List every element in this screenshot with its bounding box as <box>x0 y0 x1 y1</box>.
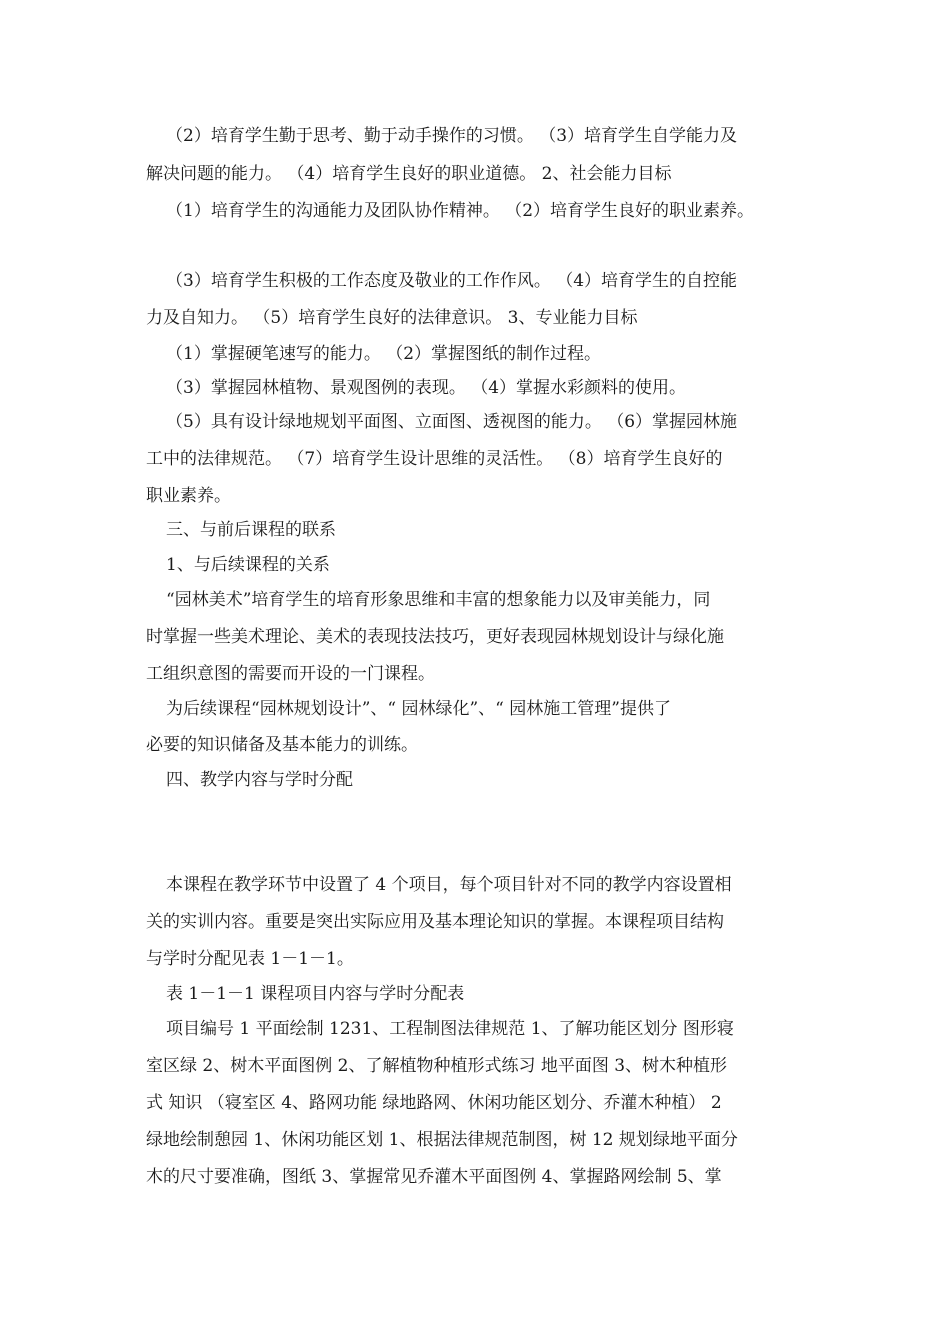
text-line: 工组织意图的需要而开设的一门课程。 <box>146 664 435 684</box>
text-line: （3）培育学生积极的工作态度及敬业的工作作风。 （4）培育学生的自控能 <box>166 271 738 291</box>
text-line: 室区绿 2、树木平面图例 2、了解植物种植形式练习 地平面图 3、树木种植形 <box>146 1056 728 1076</box>
text-line: 解决问题的能力。 （4）培育学生良好的职业道德。 2、社会能力目标 <box>146 164 672 184</box>
text-line: 项目编号 1 平面绘制 1231、工程制图法律规范 1、了解功能区划分 图形寝 <box>166 1019 734 1039</box>
text-line: 必要的知识储备及基本能力的训练。 <box>146 735 418 755</box>
text-line: （1）掌握硬笔速写的能力。 （2）掌握图纸的制作过程。 <box>166 344 602 364</box>
text-line: （3）掌握园林植物、景观图例的表现。 （4）掌握水彩颜料的使用。 <box>166 378 687 398</box>
text-line: 式 知识 （寝室区 4、路网功能 绿地路网、休闲功能区划分、乔灌木种植） 2 <box>146 1093 722 1113</box>
text-line: 绿地绘制憩园 1、休闲功能区划 1、根据法律规范制图，树 12 规划绿地平面分 <box>146 1130 738 1150</box>
text-line: （1）培育学生的沟通能力及团队协作精神。 （2）培育学生良好的职业素养。 <box>166 201 755 221</box>
text-line: 时掌握一些美术理论、美术的表现技法技巧，更好表现园林规划设计与绿化施 <box>146 627 724 647</box>
text-line: （2）培育学生勤于思考、勤于动手操作的习惯。 （3）培育学生自学能力及 <box>166 126 738 146</box>
subsection-heading: 1、与后续课程的关系 <box>166 555 330 575</box>
text-line: 木的尺寸要准确，图纸 3、掌握常见乔灌木平面图例 4、掌握路网绘制 5、掌 <box>146 1167 722 1187</box>
text-line: 本课程在教学环节中设置了 4 个项目，每个项目针对不同的教学内容设置相 <box>166 875 732 895</box>
text-line: 工中的法律规范。 （7）培育学生设计思维的灵活性。 （8）培育学生良好的 <box>146 449 723 469</box>
table-caption: 表 1－1－1 课程项目内容与学时分配表 <box>166 984 465 1004</box>
text-line: 关的实训内容。重要是突出实际应用及基本理论知识的掌握。本课程项目结构 <box>146 912 724 932</box>
section-heading: 四、教学内容与学时分配 <box>166 770 353 790</box>
section-heading: 三、与前后课程的联系 <box>166 520 336 540</box>
text-line: 力及自知力。 （5）培育学生良好的法律意识。 3、专业能力目标 <box>146 308 638 328</box>
text-line: 与学时分配见表 1－1－1。 <box>146 949 354 969</box>
text-line: “园林美术”培育学生的培育形象思维和丰富的想象能力以及审美能力，同 <box>166 590 711 610</box>
text-line: （5）具有设计绿地规划平面图、立面图、透视图的能力。 （6）掌握园林施 <box>166 412 738 432</box>
text-line: 职业素养。 <box>146 486 231 506</box>
text-line: 为后续课程“园林规划设计”、“ 园林绿化”、“ 园林施工管理”提供了 <box>166 699 671 719</box>
